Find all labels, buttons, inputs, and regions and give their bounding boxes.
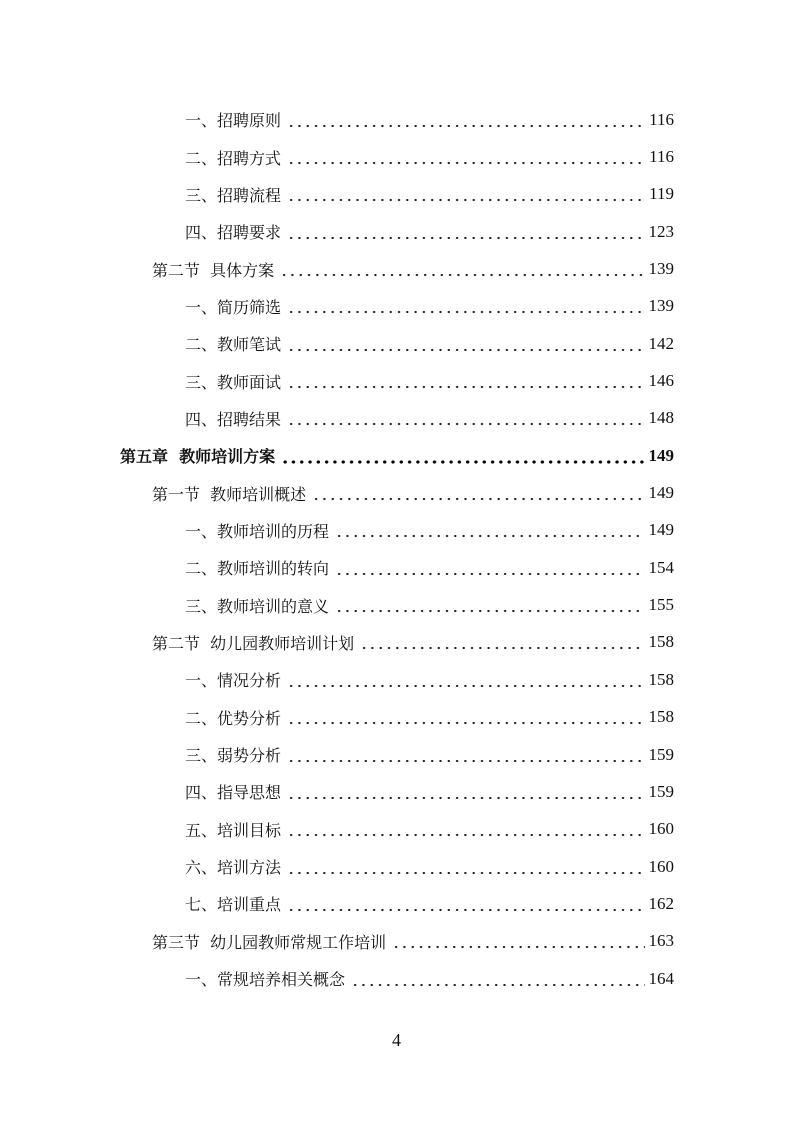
toc-entry-title: 一、教师培训的历程 [185, 521, 330, 541]
toc-entry-page: 148 [648, 408, 674, 428]
toc-chapter-entry[interactable] [0, 437, 793, 474]
toc-subsection-entry[interactable] [0, 736, 793, 773]
toc-entry-page: 149 [648, 483, 674, 503]
dot-leader [335, 522, 644, 538]
toc-subsection-entry[interactable] [0, 885, 793, 922]
dot-leader [281, 448, 644, 464]
dot-leader [287, 149, 645, 165]
toc-subsection-entry[interactable] [0, 101, 793, 138]
toc-subsection-entry[interactable] [0, 699, 793, 736]
toc-subsection-entry[interactable] [0, 512, 793, 549]
toc-subsection-entry[interactable] [0, 213, 793, 250]
toc-entry-page: 119 [649, 184, 674, 204]
toc-entry-title: 三、招聘流程 [185, 185, 282, 205]
toc-entry-title: 第二节 具体方案 [152, 260, 275, 280]
toc-section-entry[interactable] [0, 624, 793, 661]
toc-section-entry[interactable] [0, 923, 793, 960]
toc-entry-title: 第一节 教师培训概述 [152, 484, 307, 504]
toc-entry-title: 四、招聘要求 [185, 223, 282, 243]
toc-entry-page: 158 [648, 632, 674, 652]
toc-section-entry[interactable] [0, 250, 793, 287]
toc-entry-page: 155 [648, 595, 674, 615]
dot-leader [360, 634, 644, 650]
dot-leader [287, 186, 645, 202]
toc-entry-page: 164 [648, 968, 674, 988]
toc-entry-page: 149 [648, 445, 674, 465]
toc-section-entry[interactable] [0, 474, 793, 511]
toc-subsection-entry[interactable] [0, 400, 793, 437]
toc-entry-title: 一、常规培养相关概念 [185, 970, 346, 990]
dot-leader [287, 298, 644, 314]
toc-subsection-entry[interactable] [0, 811, 793, 848]
dot-leader [287, 709, 644, 725]
toc-entry-page: 158 [648, 707, 674, 727]
toc-entry-title: 七、培训重点 [185, 895, 282, 915]
toc-entry-title: 二、优势分析 [185, 708, 282, 728]
toc-entry-title: 二、教师培训的转向 [185, 559, 330, 579]
toc-entry-title: 三、教师面试 [185, 372, 282, 392]
toc-entry-page: 116 [649, 147, 674, 167]
toc-subsection-entry[interactable] [0, 288, 793, 325]
toc-subsection-entry[interactable] [0, 848, 793, 885]
toc-entry-page: 154 [648, 557, 674, 577]
toc-entry-title: 四、指导思想 [185, 783, 282, 803]
toc-entry-page: 142 [648, 333, 674, 353]
toc-entry-title: 二、教师笔试 [185, 335, 282, 355]
dot-leader [287, 410, 644, 426]
dot-leader [287, 224, 644, 240]
dot-leader [287, 784, 644, 800]
toc-subsection-entry[interactable] [0, 661, 793, 698]
toc-entry-title: 一、简历筛选 [185, 297, 282, 317]
dot-leader [280, 261, 644, 277]
toc-entry-page: 149 [648, 520, 674, 540]
toc-entry-title: 第五章 教师培训方案 [120, 447, 276, 467]
dot-leader [287, 672, 644, 688]
toc-entry-title: 三、教师培训的意义 [185, 596, 330, 616]
toc-entry-page: 163 [648, 931, 674, 951]
toc-subsection-entry[interactable] [0, 325, 793, 362]
toc-subsection-entry[interactable] [0, 773, 793, 810]
toc-entry-title: 第二节 幼儿园教师培训计划 [152, 633, 355, 653]
toc-entry-page: 162 [648, 893, 674, 913]
toc-entry-page: 158 [648, 669, 674, 689]
dot-leader [287, 821, 644, 837]
toc-entry-title: 六、培训方法 [185, 858, 282, 878]
dot-leader [312, 485, 644, 501]
toc-entry-title: 一、情况分析 [185, 671, 282, 691]
toc-entry-page: 139 [648, 259, 674, 279]
page-number: 4 [392, 1030, 401, 1050]
dot-leader [287, 336, 644, 352]
toc-entry-title: 二、招聘方式 [185, 148, 282, 168]
dot-leader [287, 859, 644, 875]
dot-leader [287, 747, 644, 763]
dot-leader [335, 597, 644, 613]
toc-entry-page: 160 [648, 819, 674, 839]
toc-subsection-entry[interactable] [0, 586, 793, 623]
toc-entry-title: 五、培训目标 [185, 820, 282, 840]
toc-entry-page: 116 [649, 109, 674, 129]
toc-entry-page: 123 [648, 221, 674, 241]
dot-leader [287, 896, 644, 912]
dot-leader [351, 971, 644, 987]
toc-entry-page: 146 [648, 371, 674, 391]
toc-entry-page: 160 [648, 856, 674, 876]
dot-leader [335, 560, 644, 576]
toc-entry-title: 三、弱势分析 [185, 746, 282, 766]
toc-entry-page: 139 [648, 296, 674, 316]
toc-subsection-entry[interactable] [0, 176, 793, 213]
dot-leader [392, 933, 644, 949]
toc-entry-title: 四、招聘结果 [185, 409, 282, 429]
dot-leader [287, 112, 645, 128]
toc-subsection-entry[interactable] [0, 960, 793, 997]
toc-entry-page: 159 [648, 781, 674, 801]
table-of-contents [0, 101, 793, 997]
toc-subsection-entry[interactable] [0, 362, 793, 399]
toc-subsection-entry[interactable] [0, 138, 793, 175]
toc-entry-title: 一、招聘原则 [185, 111, 282, 131]
toc-entry-title: 第三节 幼儿园教师常规工作培训 [152, 932, 387, 952]
dot-leader [287, 373, 644, 389]
toc-subsection-entry[interactable] [0, 549, 793, 586]
toc-entry-page: 159 [648, 744, 674, 764]
